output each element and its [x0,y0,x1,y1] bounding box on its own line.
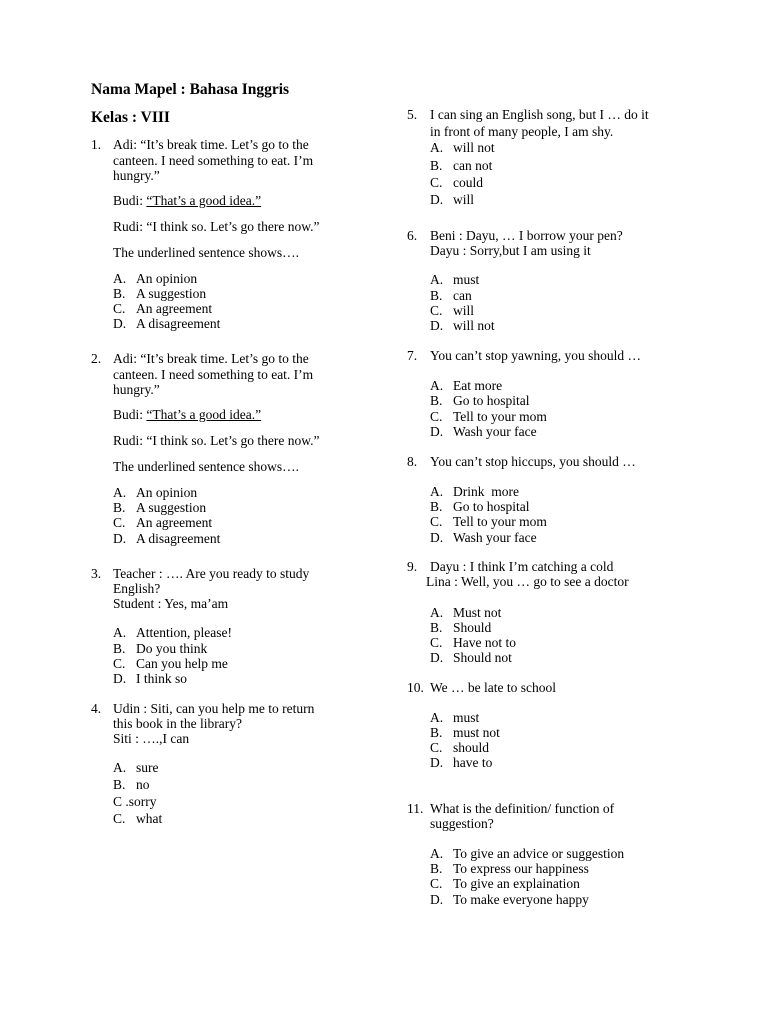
question-line: canteen. I need something to eat. I’m [113,153,314,168]
subject-title: Nama Mapel : Bahasa Inggris [91,81,290,98]
option-c[interactable]: C. Tell to your mom [430,514,547,529]
option-a[interactable]: A. must [430,710,480,725]
budi-prefix: Budi: [113,193,147,208]
option-d[interactable]: D. Should not [430,650,512,665]
option-b[interactable]: B. no [113,777,150,792]
option-b[interactable]: B. A suggestion [113,286,207,301]
option-c[interactable]: C. An agreement [113,301,213,316]
question-line: hungry.” [113,382,160,397]
option-b[interactable]: B. To express our happiness [430,861,589,876]
question-number: 3. [91,566,102,581]
question-prompt: The underlined sentence shows…. [113,245,299,260]
option-c[interactable]: C. what [113,811,163,826]
question-line: Dayu : Sorry,but I am using it [430,243,591,258]
option-b[interactable]: B. Go to hospital [430,393,530,408]
option-d[interactable]: D. A disagreement [113,531,221,546]
question-number: 10. [407,680,424,695]
question-line: this book in the library? [113,716,242,731]
question-line: Student : Yes, ma’am [113,596,229,611]
option-b[interactable]: B. can [430,288,472,303]
option-a[interactable]: A. To give an advice or suggestion [430,846,625,861]
question-line: What is the definition/ function of [430,801,615,816]
option-d[interactable]: D. have to [430,755,493,770]
question-line: I can sing an English song, but I … do it [430,107,649,122]
option-c[interactable]: C. To give an explaination [430,876,580,891]
budi-prefix: Budi: [113,407,147,422]
question-number: 2. [91,351,102,366]
option-d[interactable]: D. Wash your face [430,424,537,439]
option-a[interactable]: A. Attention, please! [113,625,232,640]
option-c[interactable]: C. should [430,740,490,755]
question-number: 4. [91,701,102,716]
question-number: 6. [407,228,418,243]
question-line: hungry.” [113,168,160,183]
question-number: 9. [407,559,418,574]
question-line: You can’t stop yawning, you should … [430,348,642,363]
question-line: English? [113,581,161,596]
dialogue-budi [113,407,261,423]
underlined-sentence: “That’s a good idea.” [146,193,262,208]
underlined-sentence: “That’s a good idea.” [146,407,262,422]
option-c[interactable]: C. Can you help me [113,656,228,671]
option-a[interactable]: A. Drink more [430,484,519,499]
option-a[interactable]: A. An opinion [113,271,198,286]
question-line: Udin : Siti, can you help me to return [113,701,315,716]
option-b[interactable]: B. Do you think [113,641,208,656]
option-c[interactable]: C. Have not to [430,635,516,650]
option-d[interactable]: D. Wash your face [430,530,537,545]
option-d[interactable]: D. will [430,192,475,207]
option-c-sorry[interactable]: C .sorry [113,794,157,809]
option-b[interactable]: B. Should [430,620,492,635]
option-b[interactable]: B. A suggestion [113,500,207,515]
option-a[interactable]: A. will not [430,140,495,155]
class-title: Kelas : VIII [91,109,170,126]
question-line: Siti : ….,I can [113,731,190,746]
question-line: Dayu : I think I’m catching a cold [430,559,614,574]
question-line: You can’t stop hiccups, you should … [430,454,636,469]
question-line: in front of many people, I am shy. [430,124,614,139]
question-line: canteen. I need something to eat. I’m [113,367,314,382]
question-number: 1. [91,137,102,152]
option-d[interactable]: D. I think so [113,671,188,686]
question-number: 5. [407,107,418,122]
option-a[interactable]: A. Must not [430,605,502,620]
dialogue-budi [113,193,261,209]
question-line: Adi: “It’s break time. Let’s go to the [113,137,309,152]
question-line: Adi: “It’s break time. Let’s go to the [113,351,309,366]
dialogue-rudi: Rudi: “I think so. Let’s go there now.” [113,433,320,448]
option-a[interactable]: A. must [430,272,480,287]
option-b[interactable]: B. Go to hospital [430,499,530,514]
option-a[interactable]: A. An opinion [113,485,198,500]
option-a[interactable]: A. sure [113,760,159,775]
question-line: Teacher : …. Are you ready to study [113,566,310,581]
option-a[interactable]: A. Eat more [430,378,503,393]
question-line: suggestion? [430,816,494,831]
option-c[interactable]: C. An agreement [113,515,213,530]
option-c[interactable]: C. could [430,175,483,190]
option-d[interactable]: D. A disagreement [113,316,221,331]
option-d[interactable]: D. will not [430,318,495,333]
question-number: 7. [407,348,418,363]
question-line: We … be late to school [430,680,557,695]
option-b[interactable]: B. can not [430,158,493,173]
question-line: Lina : Well, you … go to see a doctor [426,574,629,589]
option-c[interactable]: C. Tell to your mom [430,409,547,424]
dialogue-rudi: Rudi: “I think so. Let’s go there now.” [113,219,320,234]
question-line: Beni : Dayu, … I borrow your pen? [430,228,623,243]
question-number: 11. [407,801,424,816]
option-d[interactable]: D. To make everyone happy [430,892,589,907]
question-number: 8. [407,454,418,469]
option-b[interactable]: B. must not [430,725,500,740]
option-c[interactable]: C. will [430,303,475,318]
question-prompt: The underlined sentence shows…. [113,459,299,474]
